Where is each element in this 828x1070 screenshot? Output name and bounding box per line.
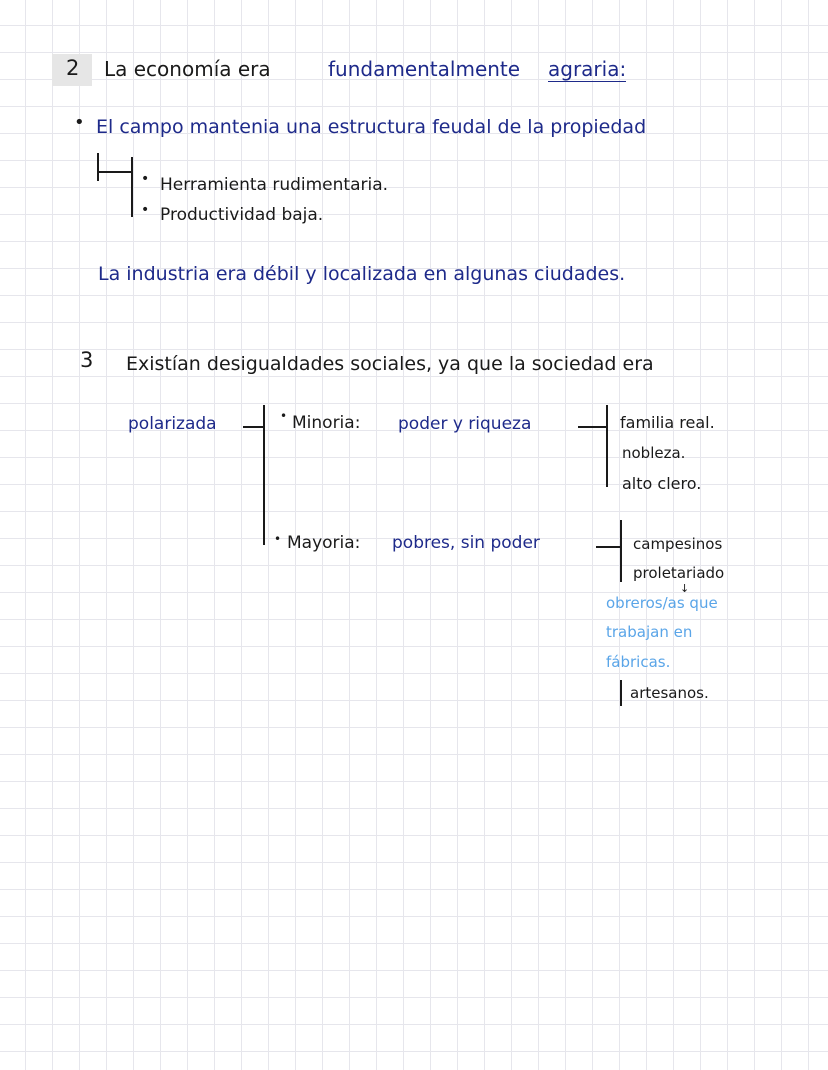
- section-2-number: 2: [66, 56, 80, 80]
- sub-item-tools: Herramienta rudimentaria.: [160, 175, 389, 195]
- majority-item-peasants: campesinos: [633, 535, 723, 553]
- majority-bullet-dot: •: [274, 532, 282, 546]
- proletariat-note-line3: fábricas.: [606, 653, 671, 671]
- minority-bullet-dot: •: [280, 409, 288, 423]
- polarized-connector: [243, 426, 265, 428]
- minority-connector: [578, 426, 608, 428]
- section-3-number: 3: [80, 348, 94, 372]
- minority-item-royal: familia real.: [620, 413, 715, 432]
- tree-vertical-2: [131, 157, 133, 217]
- bullet-dot: •: [74, 112, 85, 133]
- polarized-bracket: [263, 405, 265, 545]
- majority-label: Mayoria:: [287, 533, 361, 553]
- sub-item-productivity: Productividad baja.: [160, 205, 324, 225]
- industry-sentence: La industria era débil y localizada en algunas ciudades.: [98, 263, 626, 285]
- majority-bracket: [620, 520, 622, 582]
- majority-connector: [596, 546, 622, 548]
- section-2-title-end: agraria:: [548, 57, 627, 81]
- arrow-down-icon: ↓: [680, 582, 690, 595]
- tree-vertical: [97, 153, 99, 181]
- polarized-label: polarizada: [128, 414, 217, 434]
- section-3-title: Existían desigualdades sociales, ya que la sociedad era: [126, 353, 654, 375]
- minority-item-nobility: nobleza.: [622, 444, 686, 462]
- bullet-feudal-structure: El campo mantenia una estructura feudal de la propiedad: [96, 116, 647, 138]
- minority-bracket: [606, 405, 608, 487]
- sub-bullet-dot-1: •: [141, 171, 150, 187]
- majority-item-artisans: artesanos.: [630, 684, 709, 702]
- majority-description: pobres, sin poder: [392, 533, 540, 553]
- proletariat-note-line2: trabajan en: [606, 623, 693, 641]
- minority-description: poder y riqueza: [398, 414, 532, 434]
- majority-item-proletariat: proletariado: [633, 564, 725, 582]
- minority-item-clergy: alto clero.: [622, 474, 702, 493]
- proletariat-note-line1: obreros/as que: [606, 594, 718, 612]
- artisans-bracket: [620, 680, 622, 706]
- sub-bullet-dot-2: •: [141, 202, 150, 218]
- minority-label: Minoria:: [292, 413, 361, 433]
- section-2-title-mid: fundamentalmente: [328, 57, 521, 81]
- tree-horizontal: [97, 171, 133, 173]
- section-2-title-start: La economía era: [104, 57, 271, 81]
